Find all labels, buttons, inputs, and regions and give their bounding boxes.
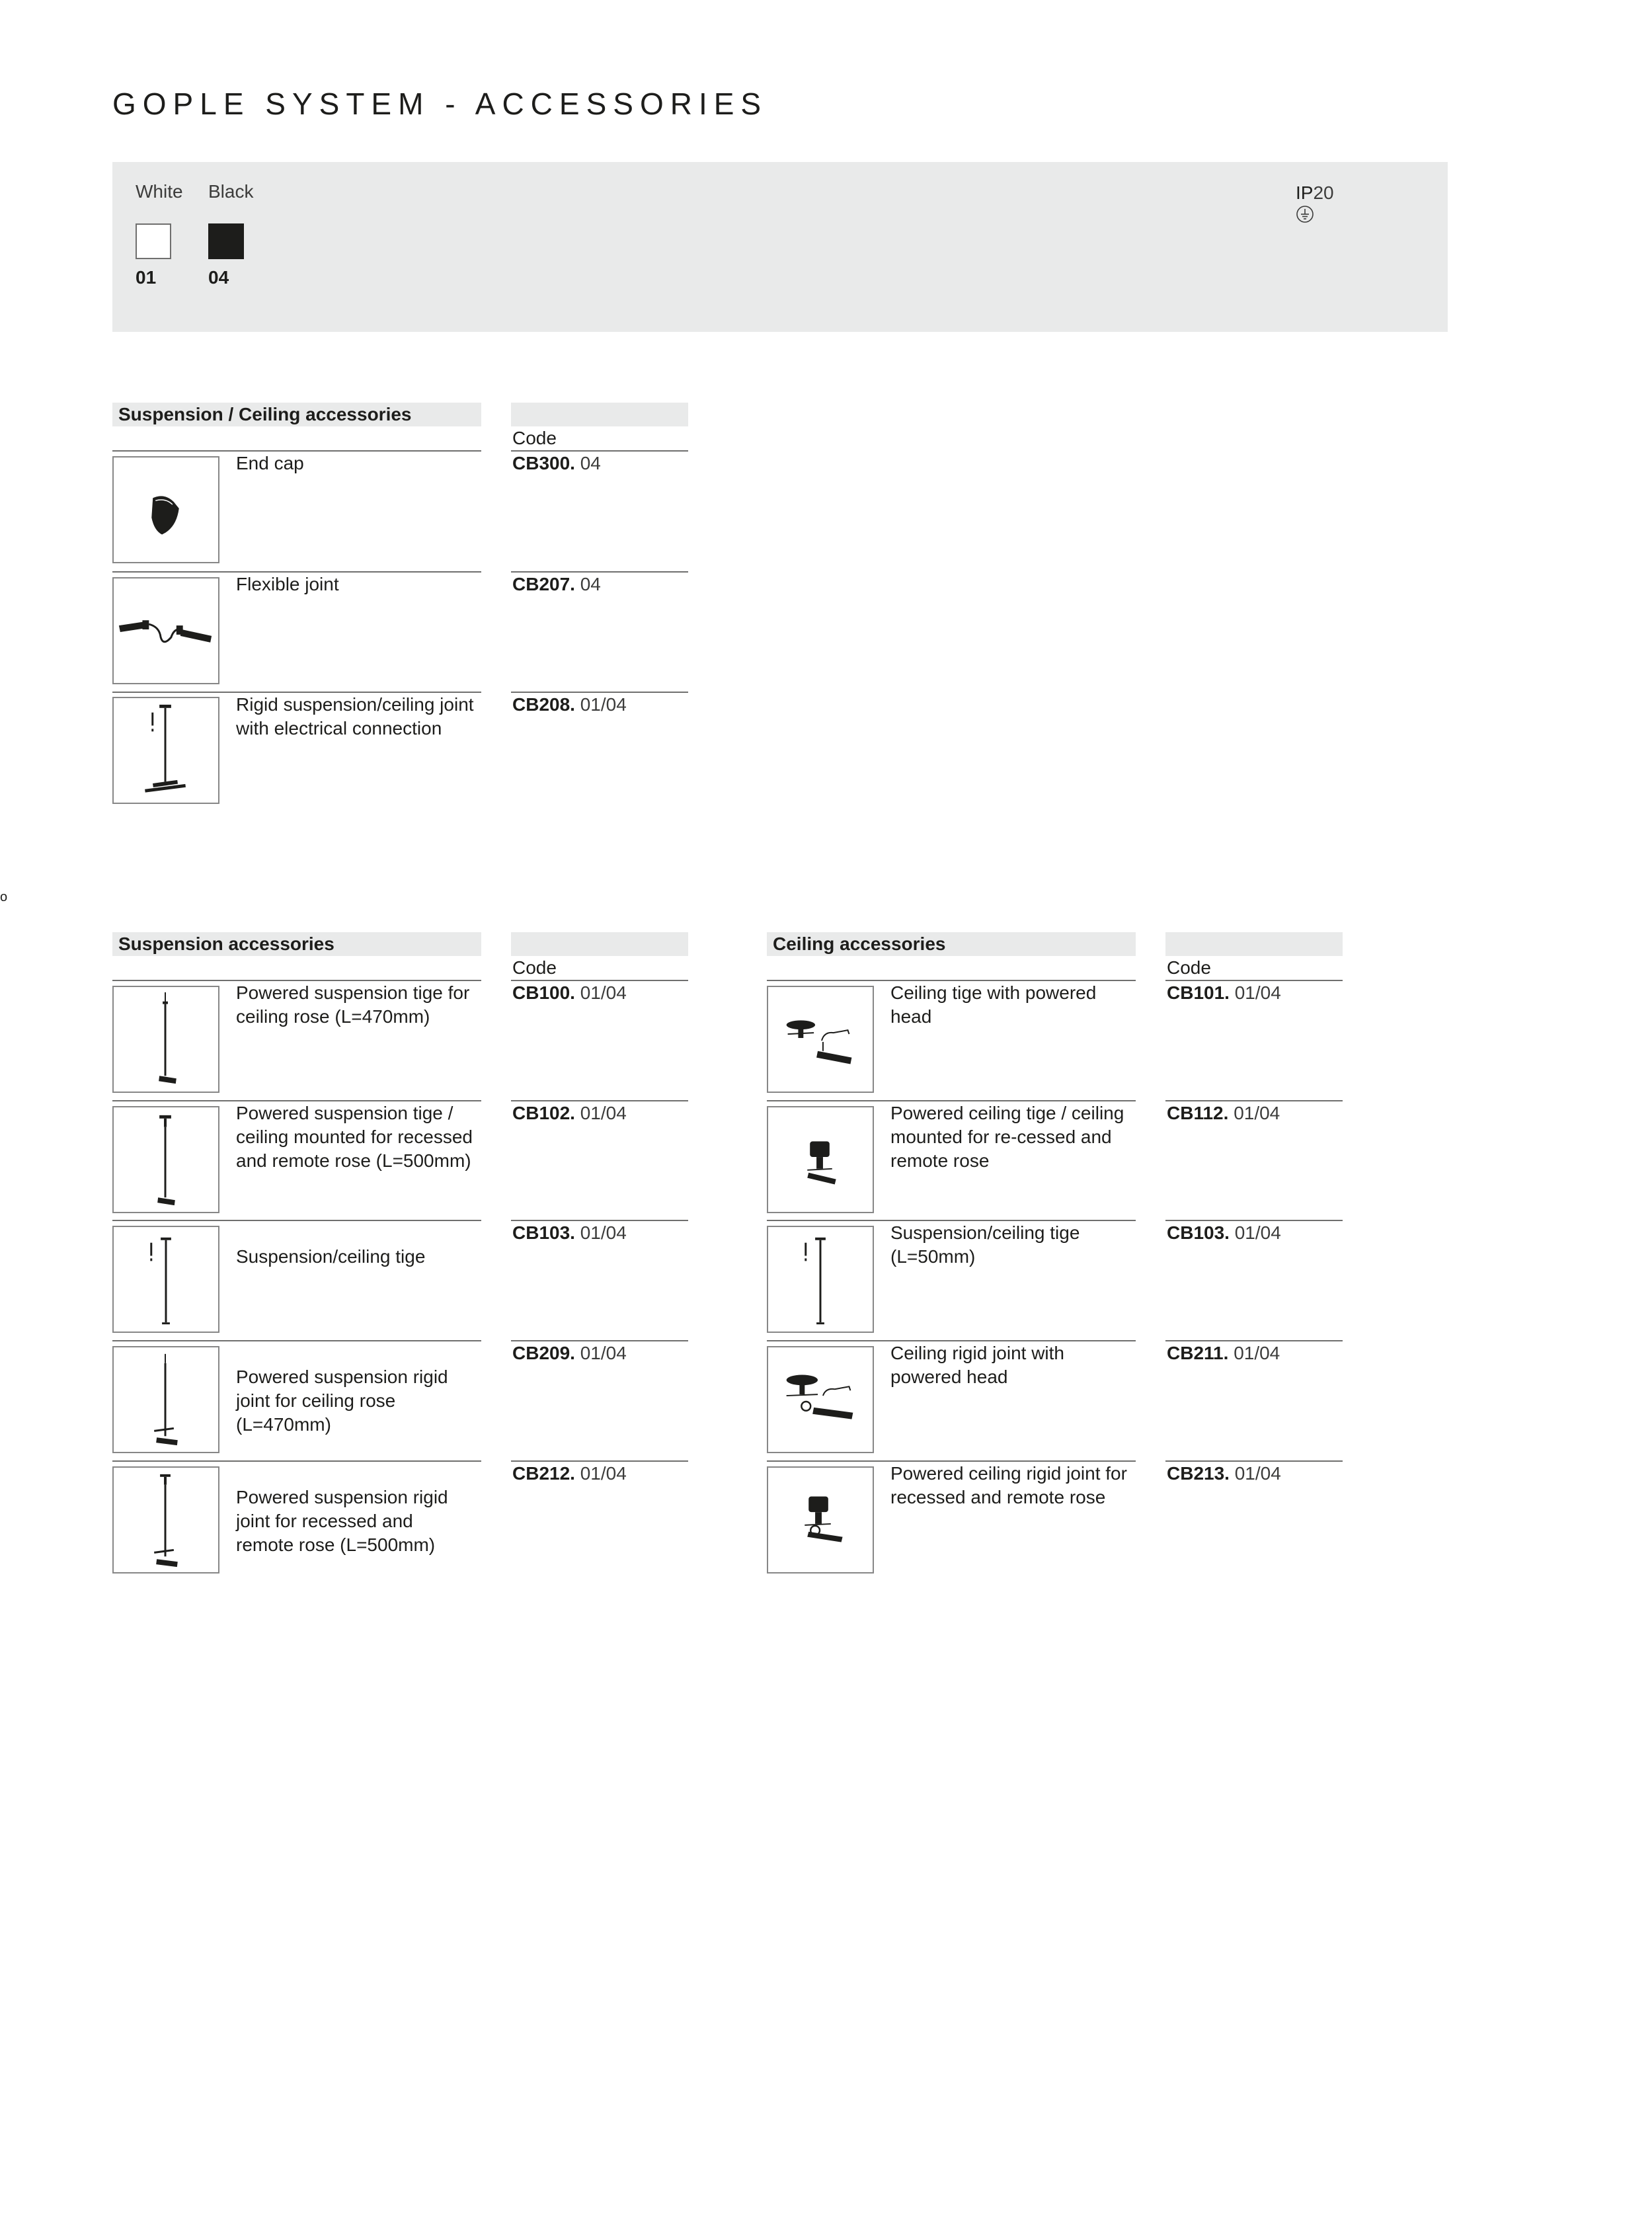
section-ceiling-code-bar [1165, 932, 1343, 956]
row-divider [112, 1340, 481, 1341]
product-code: CB208. 01/04 [512, 694, 627, 715]
finish-black-code: 04 [208, 267, 229, 288]
end-cap-icon [112, 456, 219, 563]
finish-white-code: 01 [136, 267, 157, 288]
suspension-ceiling-tige-icon [112, 1226, 219, 1333]
section-suspension-header: Suspension accessories [112, 932, 481, 956]
suspension-rigid-joint-recessed-icon [112, 1466, 219, 1573]
product-code: CB211. 01/04 [1167, 1343, 1280, 1363]
suspension-rigid-joint-icon [112, 1346, 219, 1453]
ip-rating [1296, 182, 1334, 204]
product-code: CB300. 04 [512, 453, 601, 473]
code-column-title: Code [512, 957, 557, 978]
product-code: CB100. 01/04 [512, 982, 627, 1003]
ceiling-rigid-joint-icon [767, 1346, 874, 1453]
ceiling-tige-powered-head-icon [767, 986, 874, 1093]
section-suspension-code-bar [511, 932, 688, 956]
product-code: CB102. 01/04 [512, 1103, 627, 1123]
suspension-tige-icon [112, 986, 219, 1093]
suspension-ceiling-tige-short-icon [767, 1226, 874, 1333]
section-suspension-ceiling-code-bar [511, 403, 688, 426]
white-swatch [136, 223, 171, 259]
ip-prefix: IP [1296, 182, 1314, 203]
ceiling-rigid-joint-recessed-icon [767, 1466, 874, 1573]
finish-white-label: White [136, 181, 183, 202]
rigid-joint-icon [112, 697, 219, 804]
product-code: CB103. 01/04 [1167, 1222, 1281, 1243]
product-code: CB207. 04 [512, 574, 601, 594]
black-swatch [208, 223, 244, 259]
page-title: GOPLE SYSTEM - ACCESSORIES [112, 87, 768, 121]
ceiling-tige-recessed-icon [767, 1106, 874, 1213]
product-code: CB212. 01/04 [512, 1463, 627, 1484]
product-description: Flexible joint [236, 574, 339, 594]
product-code: CB101. 01/04 [1167, 982, 1281, 1003]
code-column-title: Code [512, 428, 557, 448]
section-suspension-ceiling-header: Suspension / Ceiling accessories [112, 403, 481, 426]
margin-mark: o [0, 890, 8, 904]
earth-ground-icon [1296, 205, 1314, 223]
product-description: Suspension/ceiling tige [236, 1246, 426, 1267]
row-divider [112, 1460, 481, 1462]
product-description: Powered suspension rigid joint for recessed and remote rose (L=500mm) [236, 1487, 448, 1555]
product-description: Ceiling rigid joint with powered head [890, 1343, 1065, 1387]
finish-panel [112, 162, 1448, 332]
product-code: CB103. 01/04 [512, 1222, 627, 1243]
product-description: Powered ceiling rigid joint for recessed and remote rose [890, 1463, 1127, 1507]
flexible-joint-icon [112, 577, 219, 684]
product-description: Powered suspension rigid joint for ceiling rose (L=470mm) [236, 1367, 448, 1435]
product-description: Powered ceiling tige / ceiling mounted for re-cessed and remote rose [890, 1103, 1124, 1171]
code-column-title: Code [1167, 957, 1211, 978]
product-description: Powered suspension tige / ceiling mounted for recessed and remote rose (L=500mm) [236, 1103, 473, 1171]
product-code: CB209. 01/04 [512, 1343, 627, 1363]
product-description: Ceiling tige with powered head [890, 982, 1097, 1027]
product-description: Suspension/ceiling tige (L=50mm) [890, 1222, 1080, 1267]
product-code: CB213. 01/04 [1167, 1463, 1281, 1484]
finish-black-label: Black [208, 181, 254, 202]
suspension-tige-recessed-icon [112, 1106, 219, 1213]
row-divider [112, 1220, 481, 1221]
product-code: CB112. 01/04 [1167, 1103, 1280, 1123]
ip-value: 20 [1313, 182, 1334, 203]
product-description: End cap [236, 453, 304, 473]
product-description: Rigid suspension/ceiling joint with electrical connection [236, 694, 474, 738]
product-description: Powered suspension tige for ceiling rose (L=470mm) [236, 982, 470, 1027]
section-ceiling-header: Ceiling accessories [767, 932, 1136, 956]
